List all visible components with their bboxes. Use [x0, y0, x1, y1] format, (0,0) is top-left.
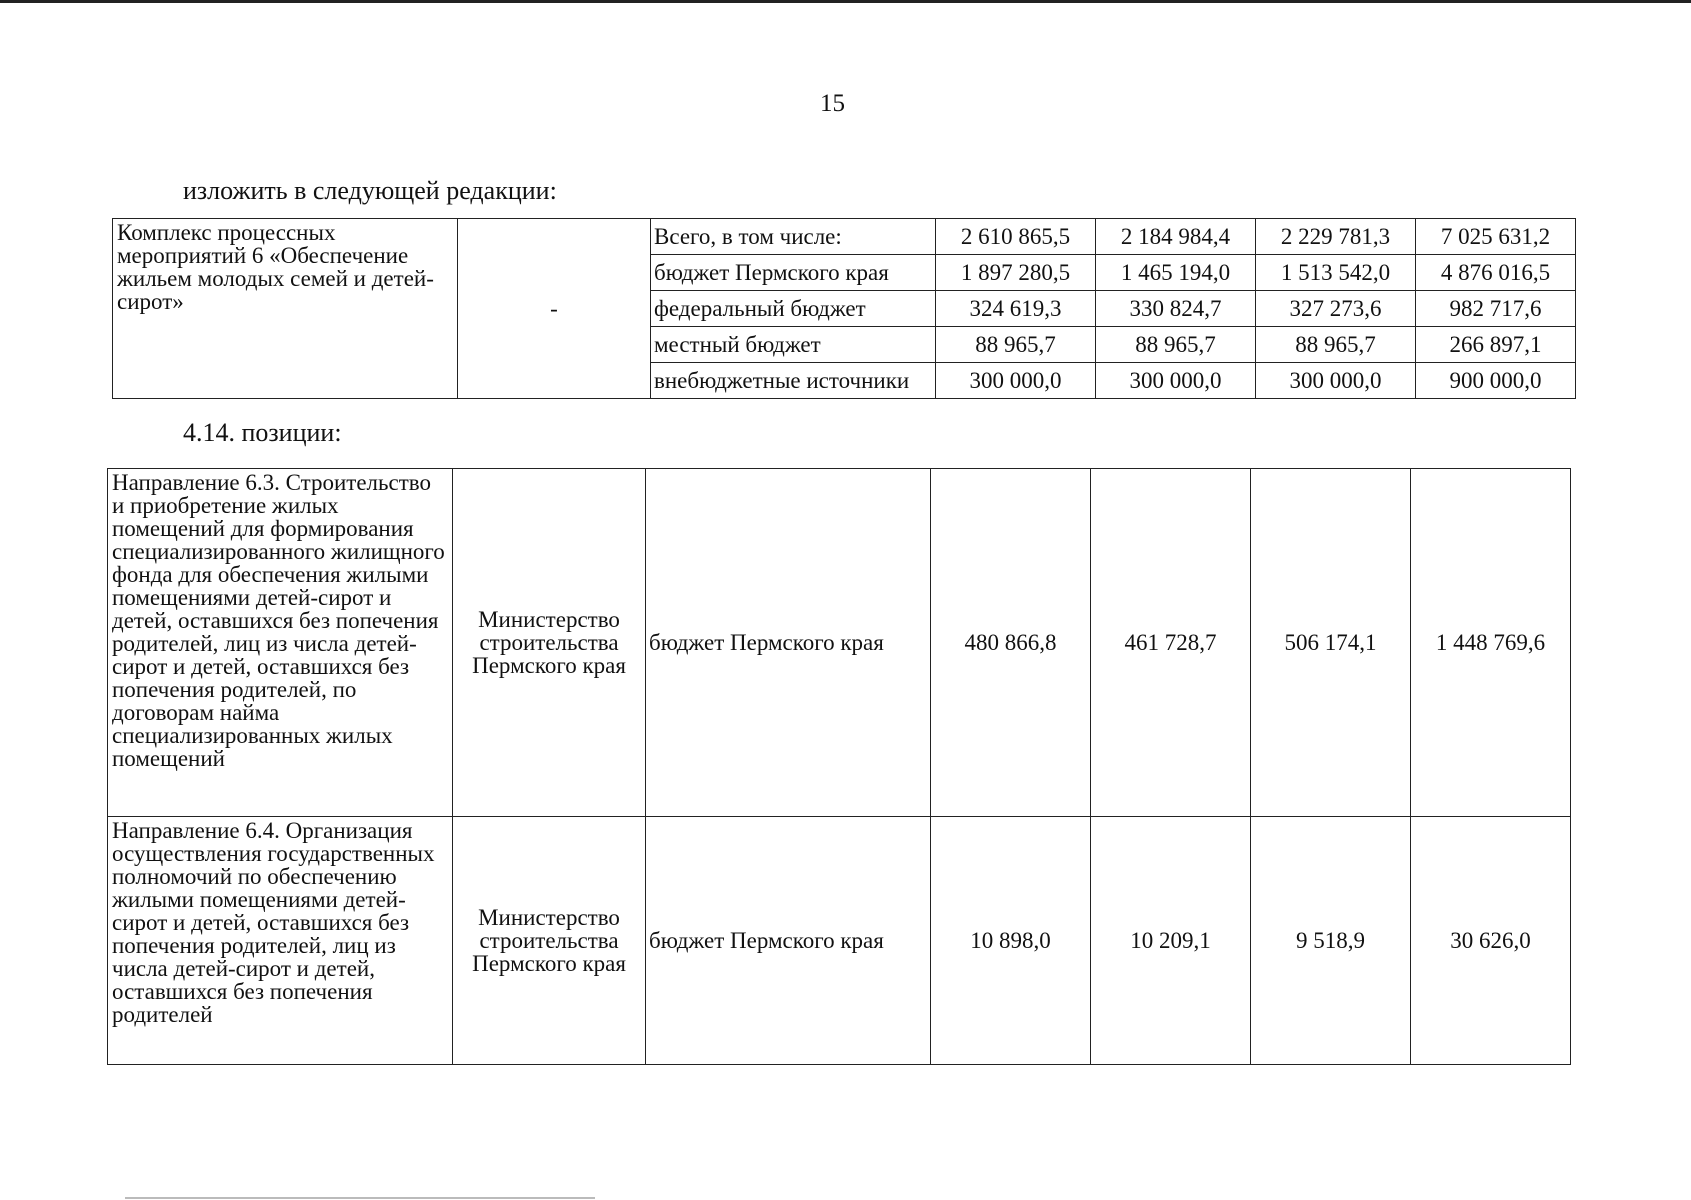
funding-source-cell: бюджет Пермского края — [646, 817, 931, 1065]
funding-source-cell: бюджет Пермского края — [651, 255, 936, 291]
total-cell: 4 876 016,5 — [1416, 255, 1576, 291]
funding-source-cell: Всего, в том числе: — [651, 219, 936, 255]
responsible-cell: Министерство строительства Пермского края — [453, 817, 646, 1065]
funding-source-cell: бюджет Пермского края — [646, 469, 931, 817]
value-cell: 461 728,7 — [1091, 469, 1251, 817]
total-cell: 266 897,1 — [1416, 327, 1576, 363]
intro-text: изложить в следующей редакции: — [183, 176, 557, 205]
section-heading: 4.14. позиции: — [183, 418, 342, 447]
value-cell: 327 273,6 — [1256, 291, 1416, 327]
direction-name-cell: Направление 6.3. Строительство и приобретение жилых помещений для формирования специализированного жилищного фонда для обеспечения жилыми помещениями детей-сирот и детей, оставшихся без попечения родителей, лиц из числа детей-сирот и детей, оставшихся без попечения родителей, по договорам найма специализированных жилых помещений — [108, 469, 453, 817]
total-cell: 7 025 631,2 — [1416, 219, 1576, 255]
budget-table-complex-6 — [112, 218, 1576, 399]
total-cell: 30 626,0 — [1411, 817, 1571, 1065]
value-cell: 88 965,7 — [936, 327, 1096, 363]
funding-source-cell: местный бюджет — [651, 327, 936, 363]
table-row — [113, 219, 1576, 255]
total-cell: 1 448 769,6 — [1411, 469, 1571, 817]
funding-source-cell: федеральный бюджет — [651, 291, 936, 327]
scan-top-edge — [0, 0, 1691, 3]
value-cell: 9 518,9 — [1251, 817, 1411, 1065]
value-cell: 1 897 280,5 — [936, 255, 1096, 291]
program-name-cell: Комплекс процессных мероприятий 6 «Обеспечение жильем молодых семей и детей-сирот» — [113, 219, 458, 399]
value-cell: 2 229 781,3 — [1256, 219, 1416, 255]
value-cell: 88 965,7 — [1096, 327, 1256, 363]
page-number: 15 — [820, 90, 845, 117]
total-cell: 900 000,0 — [1416, 363, 1576, 399]
responsible-cell: - — [458, 219, 651, 399]
value-cell: 300 000,0 — [1256, 363, 1416, 399]
value-cell: 2 184 984,4 — [1096, 219, 1256, 255]
value-cell: 324 619,3 — [936, 291, 1096, 327]
value-cell: 10 898,0 — [931, 817, 1091, 1065]
scan-artifact-line — [125, 1197, 595, 1199]
value-cell: 300 000,0 — [1096, 363, 1256, 399]
table-row — [108, 469, 1571, 817]
responsible-cell: Министерство строительства Пермского края — [453, 469, 646, 817]
value-cell: 330 824,7 — [1096, 291, 1256, 327]
table-row — [108, 817, 1571, 1065]
total-cell: 982 717,6 — [1416, 291, 1576, 327]
funding-source-cell: внебюджетные источники — [651, 363, 936, 399]
value-cell: 10 209,1 — [1091, 817, 1251, 1065]
direction-name-cell: Направление 6.4. Организация осуществления государственных полномочий по обеспечению жилыми помещениями детей-сирот и детей, оставшихся без попечения родителей, лиц из числа детей-сирот и детей, оставшихся без попечения родителей — [108, 817, 453, 1065]
value-cell: 1 513 542,0 — [1256, 255, 1416, 291]
value-cell: 300 000,0 — [936, 363, 1096, 399]
value-cell: 480 866,8 — [931, 469, 1091, 817]
value-cell: 88 965,7 — [1256, 327, 1416, 363]
value-cell: 2 610 865,5 — [936, 219, 1096, 255]
value-cell: 506 174,1 — [1251, 469, 1411, 817]
budget-table-directions — [107, 468, 1571, 1065]
value-cell: 1 465 194,0 — [1096, 255, 1256, 291]
